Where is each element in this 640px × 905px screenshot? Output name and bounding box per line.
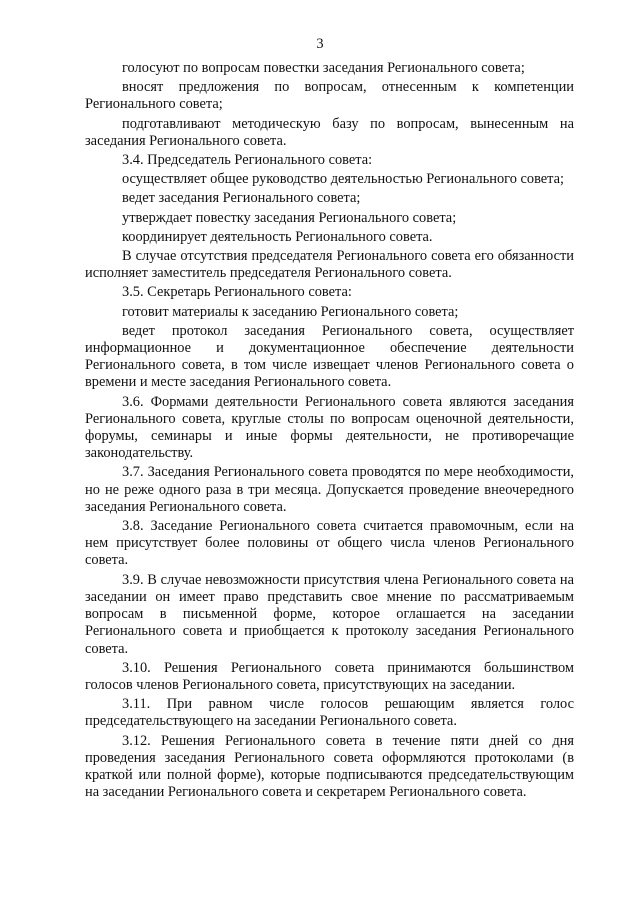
paragraph: 3.8. Заседание Регионального совета считается правомочным, если на нем присутствует более половины от общего числа членов Регионального совета. bbox=[85, 518, 574, 569]
paragraph: утверждает повестку заседания Регионального совета; bbox=[122, 209, 457, 226]
paragraph: вносят предложения по вопросам, отнесенным к компетенции Регионального совета; bbox=[85, 79, 574, 113]
paragraph: ведет протокол заседания Регионального совета, осуществляет информационное и документационное обеспечение деятельности Регионального совета, в том числе извещает членов Регионального совета о времени и месте заседания Регионального совета. bbox=[85, 322, 574, 391]
paragraph: ведет заседания Регионального совета; bbox=[122, 190, 361, 207]
paragraph: 3.10. Решения Регионального совета принимаются большинством голосов членов Регионального совета, присутствующих на заседании. bbox=[85, 659, 574, 693]
paragraph: 3.5. Секретарь Регионального совета: bbox=[122, 284, 352, 301]
paragraph: подготавливают методическую базу по вопросам, вынесенным на заседания Регионального совета. bbox=[85, 115, 574, 149]
page-number: 3 bbox=[316, 36, 324, 52]
paragraph: голосуют по вопросам повестки заседания Регионального совета; bbox=[122, 60, 525, 76]
document-body bbox=[85, 60, 574, 803]
paragraph: В случае отсутствия председателя Регионального совета его обязанности исполняет заместитель председателя Регионального совета. bbox=[85, 248, 574, 282]
paragraph: готовит материалы к заседанию Регионального совета; bbox=[122, 303, 459, 320]
paragraph: 3.9. В случае невозможности присутствия члена Регионального совета на заседании он имеет право представить свое мнение по рассматриваемым вопросам в письменной форме, которое оглашается на заседании Регионального совета и приобщается к протоколу заседания Регионального совета. bbox=[85, 571, 574, 657]
paragraph: осуществляет общее руководство деятельностью Регионального совета; bbox=[122, 171, 565, 188]
paragraph: координирует деятельность Регионального совета. bbox=[122, 228, 433, 245]
paragraph: 3.4. Председатель Регионального совета: bbox=[122, 152, 373, 169]
paragraph: 3.6. Формами деятельности Регионального совета являются заседания Регионального совета, круглые столы по вопросам оценочной деятельности, форумы, семинары и иные формы деятельности, не противоречащие законодательству. bbox=[85, 393, 574, 462]
paragraph: 3.12. Решения Регионального совета в течение пяти дней со дня проведения заседания Регионального совета оформляются протоколами (в краткой или полной форме), которые подписываются председательствующим на заседании Регионального совета и секретарем Регионального совета. bbox=[85, 732, 574, 801]
paragraph: 3.11. При равном числе голосов решающим является голос председательствующего на заседании Регионального совета. bbox=[85, 696, 574, 730]
paragraph: 3.7. Заседания Регионального совета проводятся по мере необходимости, но не реже одного раза в три месяца. Допускается проведение внеочередного заседания Регионального совета. bbox=[85, 464, 574, 515]
